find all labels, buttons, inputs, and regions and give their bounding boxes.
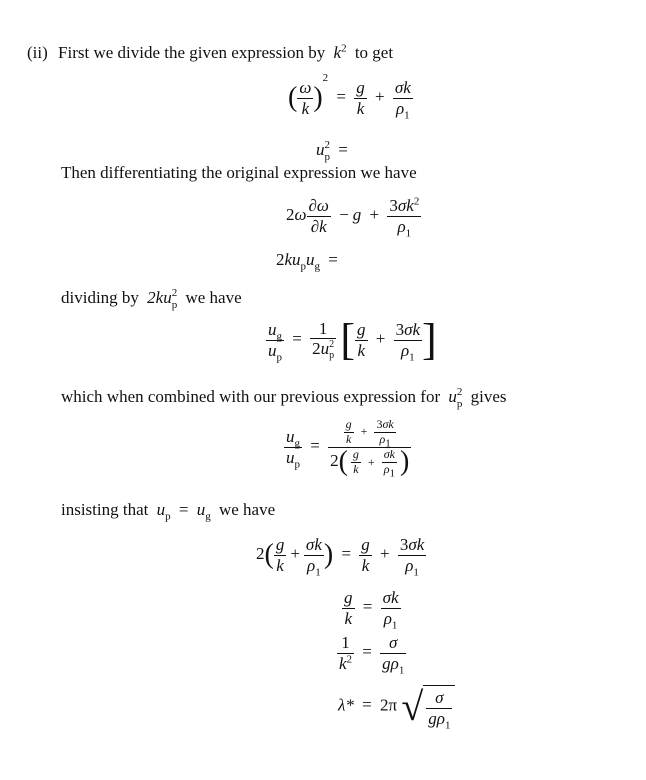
- combined-line: which when combined with our previous expression for u 2 p gives: [61, 386, 507, 411]
- three-sigma-k2-over-rho1: $\frac{3\sigma k^2}{\rho_1}$: [389, 195, 420, 239]
- intro-line: [27, 44, 393, 61]
- equation-g-over-k: $\frac{g}{k}$ = $\frac{\sigma k}{\rho_1}$: [344, 588, 399, 631]
- intro-sup: 2: [341, 42, 347, 55]
- intro-var: k: [333, 43, 342, 62]
- differentiating-line: Then differentiating the original expression we have: [61, 163, 417, 182]
- paren-close: ): [313, 82, 323, 114]
- equation-phase-velocity-squared: [288, 72, 413, 121]
- intro-tail: to get: [354, 43, 394, 62]
- sigma-k-over-rho1: $\frac{\sigma k}{\rho_1}$: [394, 78, 411, 121]
- equation-ug-over-up: $\frac{u_g}{u_p}$ = 1 2u 2 p [ $\frac{g}{k}$ + $\frac{3\sigma k}{\rho_1}$ ]: [268, 315, 437, 364]
- dividing-line: dividing by 2ku 2 p we have: [61, 287, 242, 312]
- insisting-line: insisting that $u_p = u_g$ we have: [61, 500, 276, 523]
- intro-text: First we divide the given expression by: [58, 43, 326, 62]
- equation-up-squared: u 2 p =: [316, 139, 348, 164]
- paren-open: (: [288, 82, 298, 114]
- square-root: √ $\frac{\sigma}{g\rho_1}$: [401, 685, 455, 728]
- exponent-two: 2: [322, 72, 329, 85]
- part-label: (ii): [27, 43, 48, 62]
- equation-lambda-star: λ* = 2π √ $\frac{\sigma}{g\rho_1}$: [338, 685, 455, 728]
- g-over-k: $\frac{g}{k}$: [356, 78, 365, 118]
- domega-dk: $\frac{\partial\omega}{\partial k}$: [308, 196, 329, 236]
- equation-one-over-k2: $\frac{1}{k^2}$ = $\frac{\sigma}{g\rho_1}$: [339, 633, 405, 676]
- omega-over-k: $\frac{\omega}{k}$: [299, 78, 312, 118]
- equation-derivative: 2ω $\frac{\partial\omega}{\partial k}$ − g + $\frac{3\sigma k^2}{\rho_1}$: [286, 195, 420, 239]
- equation-2kupug: $2ku_pu_g$ =: [276, 250, 338, 273]
- equation-combined: $\frac{u_g}{u_p}$ = $\frac{g}{k}$ + $\frac{3\sigma k}{\rho_1}$ 2( $\frac{g}{k}$ + $\frac{\sigma k}{\rho_1}$ ): [286, 417, 410, 480]
- equals-sign: =: [336, 86, 347, 106]
- equation-equal-velocities: 2( $\frac{g}{k}$ + $\frac{\sigma k}{\rho_1}$ ) = $\frac{g}{k}$ + $\frac{3\sigma k}{\rho_1}$: [256, 535, 425, 578]
- plus-sign: +: [375, 86, 385, 106]
